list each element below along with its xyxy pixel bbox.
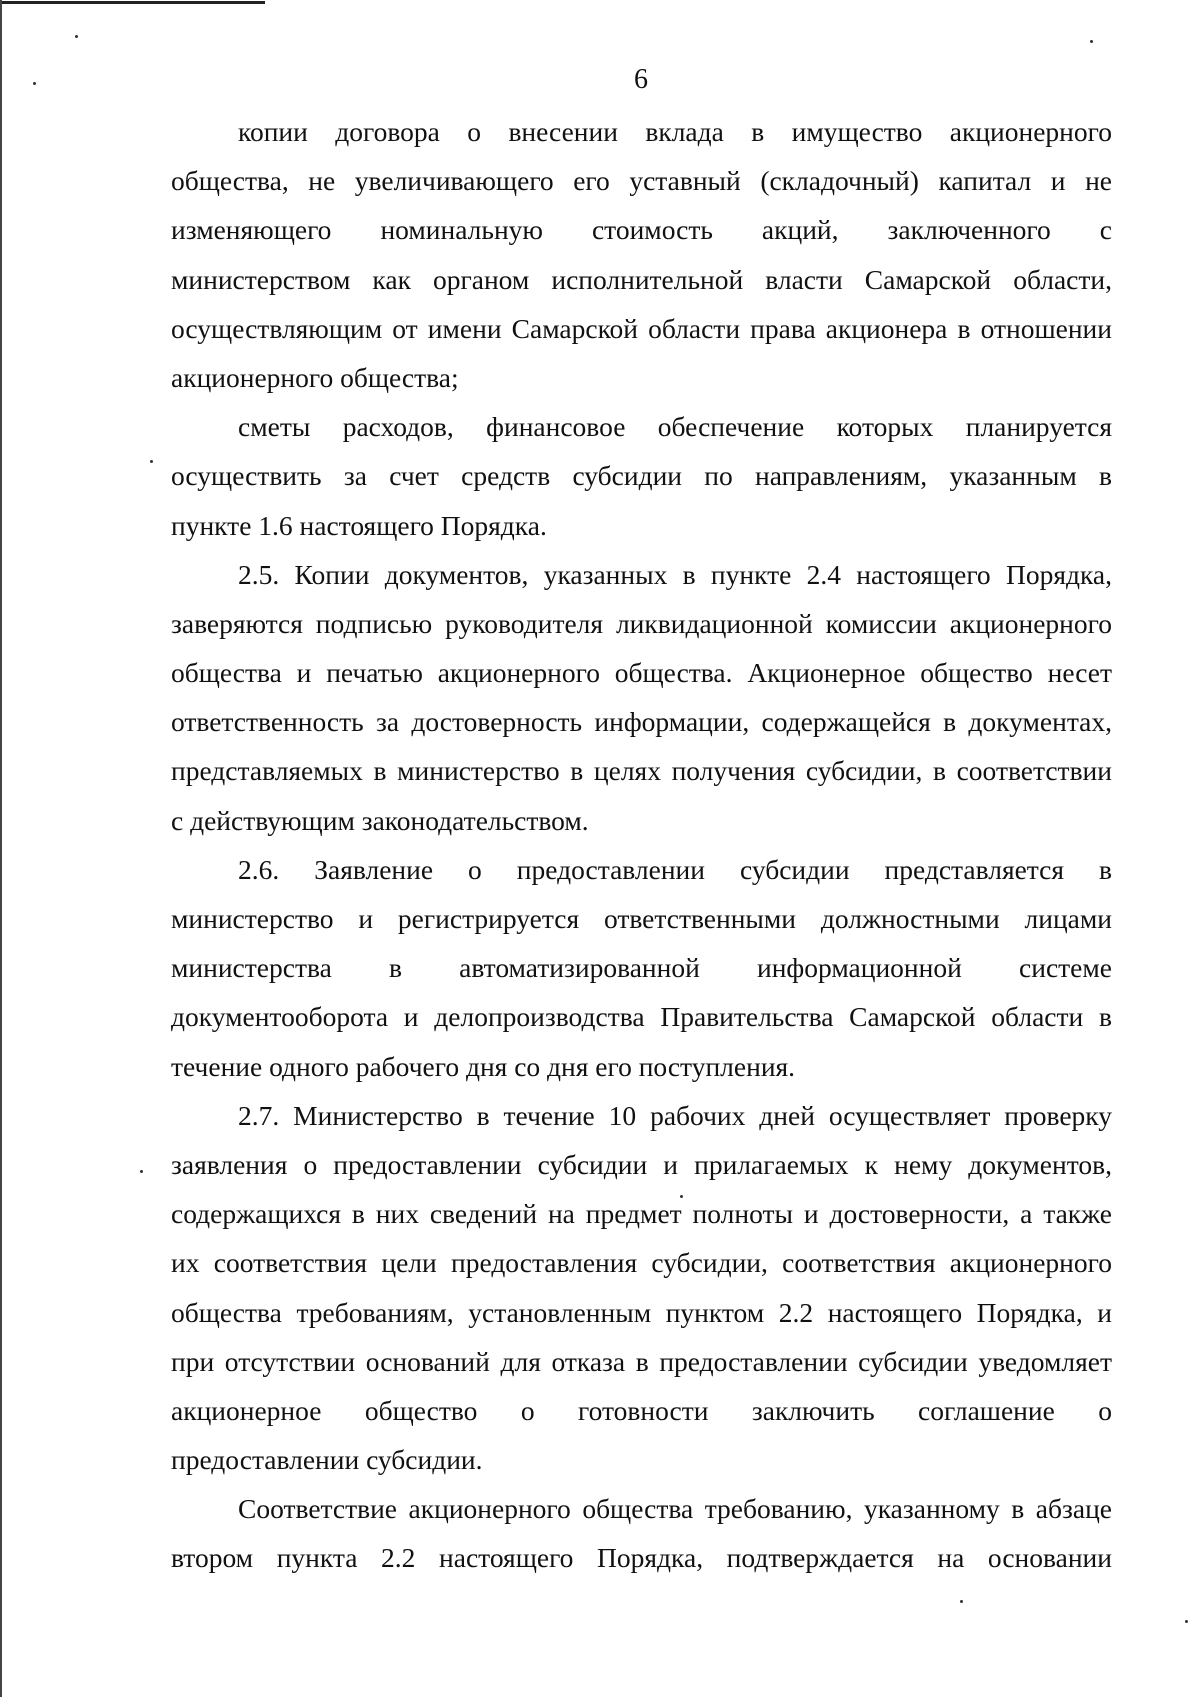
- text-line: заверяются подписью руководителя ликвидационной комиссии акционерного: [171, 607, 1112, 639]
- scan-speck: [960, 1600, 963, 1603]
- text-line: 2.7. Министерство в течение 10 рабочих дней осуществляет проверку: [238, 1099, 1112, 1131]
- scan-speck: [75, 35, 78, 38]
- text-line: осуществляющим от имени Самарской области права акционера в отношении: [171, 312, 1112, 344]
- text-line: втором пункта 2.2 настоящего Порядка, подтверждается на основании: [171, 1542, 1112, 1574]
- text-line: общества и печатью акционерного общества. Акционерное общество несет: [171, 657, 1112, 689]
- text-line: течение одного рабочего дня со дня его поступления.: [171, 1050, 796, 1082]
- text-line: общества, не увеличивающего его уставный (складочный) капитал и не: [171, 165, 1112, 197]
- text-line: пункте 1.6 настоящего Порядка.: [171, 509, 547, 541]
- text-line: представляемых в министерство в целях получения субсидии, в соответствии: [171, 755, 1112, 787]
- text-line: сметы расходов, финансовое обеспечение которых планируется: [238, 411, 1112, 443]
- scan-edge-top: [0, 1, 265, 4]
- scan-speck: [150, 460, 153, 463]
- text-line: 2.5. Копии документов, указанных в пункте 2.4 настоящего Порядка,: [238, 558, 1112, 590]
- paragraph: [171, 845, 1112, 1091]
- page-number: 6: [634, 64, 648, 95]
- text-line: Соответствие акционерного общества требованию, указанному в абзаце: [238, 1493, 1112, 1525]
- text-line: копии договора о внесении вклада в имущество акционерного: [238, 116, 1112, 147]
- text-line: осуществить за счет средств субсидии по направлениям, указанным в: [171, 460, 1112, 492]
- text-line: содержащихся в них сведений на предмет полноты и достоверности, а также: [171, 1198, 1112, 1230]
- text-line: акционерного общества;: [171, 361, 459, 393]
- paragraph: [171, 550, 1112, 845]
- text-line: акционерное общество о готовности заключить соглашение о: [171, 1394, 1112, 1426]
- text-line: изменяющего номинальную стоимость акций, заключенного с: [171, 214, 1112, 246]
- scan-edge-left: [0, 0, 2, 1697]
- text-line: 2.6. Заявление о предоставлении субсидии представляется в: [238, 853, 1112, 885]
- paragraph: [171, 402, 1112, 550]
- text-line: их соответствия цели предоставления субсидии, соответствия акционерного: [171, 1247, 1112, 1279]
- scan-speck: [140, 1170, 143, 1173]
- scan-speck: [33, 82, 36, 85]
- scan-speck: [680, 1195, 683, 1198]
- document-body: [171, 107, 1112, 1583]
- text-line: министерство и регистрируется ответственными должностными лицами: [171, 903, 1112, 934]
- scan-speck: [1185, 1620, 1188, 1623]
- text-line: документооборота и делопроизводства Правительства Самарской области в: [171, 1001, 1112, 1033]
- paragraph: [171, 107, 1112, 402]
- text-line: предоставлении субсидии.: [171, 1444, 483, 1476]
- text-line: общества требованиям, установленным пунктом 2.2 настоящего Порядка, и: [171, 1296, 1112, 1328]
- text-line: министерством как органом исполнительной власти Самарской области,: [171, 263, 1112, 295]
- text-line: министерства в автоматизированной информационной системе: [171, 952, 1112, 984]
- paragraph: [171, 1484, 1112, 1582]
- text-line: заявления о предоставлении субсидии и прилагаемых к нему документов,: [171, 1148, 1112, 1180]
- text-line: с действующим законодательством.: [171, 804, 589, 836]
- text-line: ответственность за достоверность информации, содержащейся в документах,: [171, 706, 1112, 738]
- paragraph: [171, 1091, 1112, 1485]
- text-line: при отсутствии оснований для отказа в предоставлении субсидии уведомляет: [171, 1345, 1112, 1377]
- scan-speck: [1090, 40, 1093, 43]
